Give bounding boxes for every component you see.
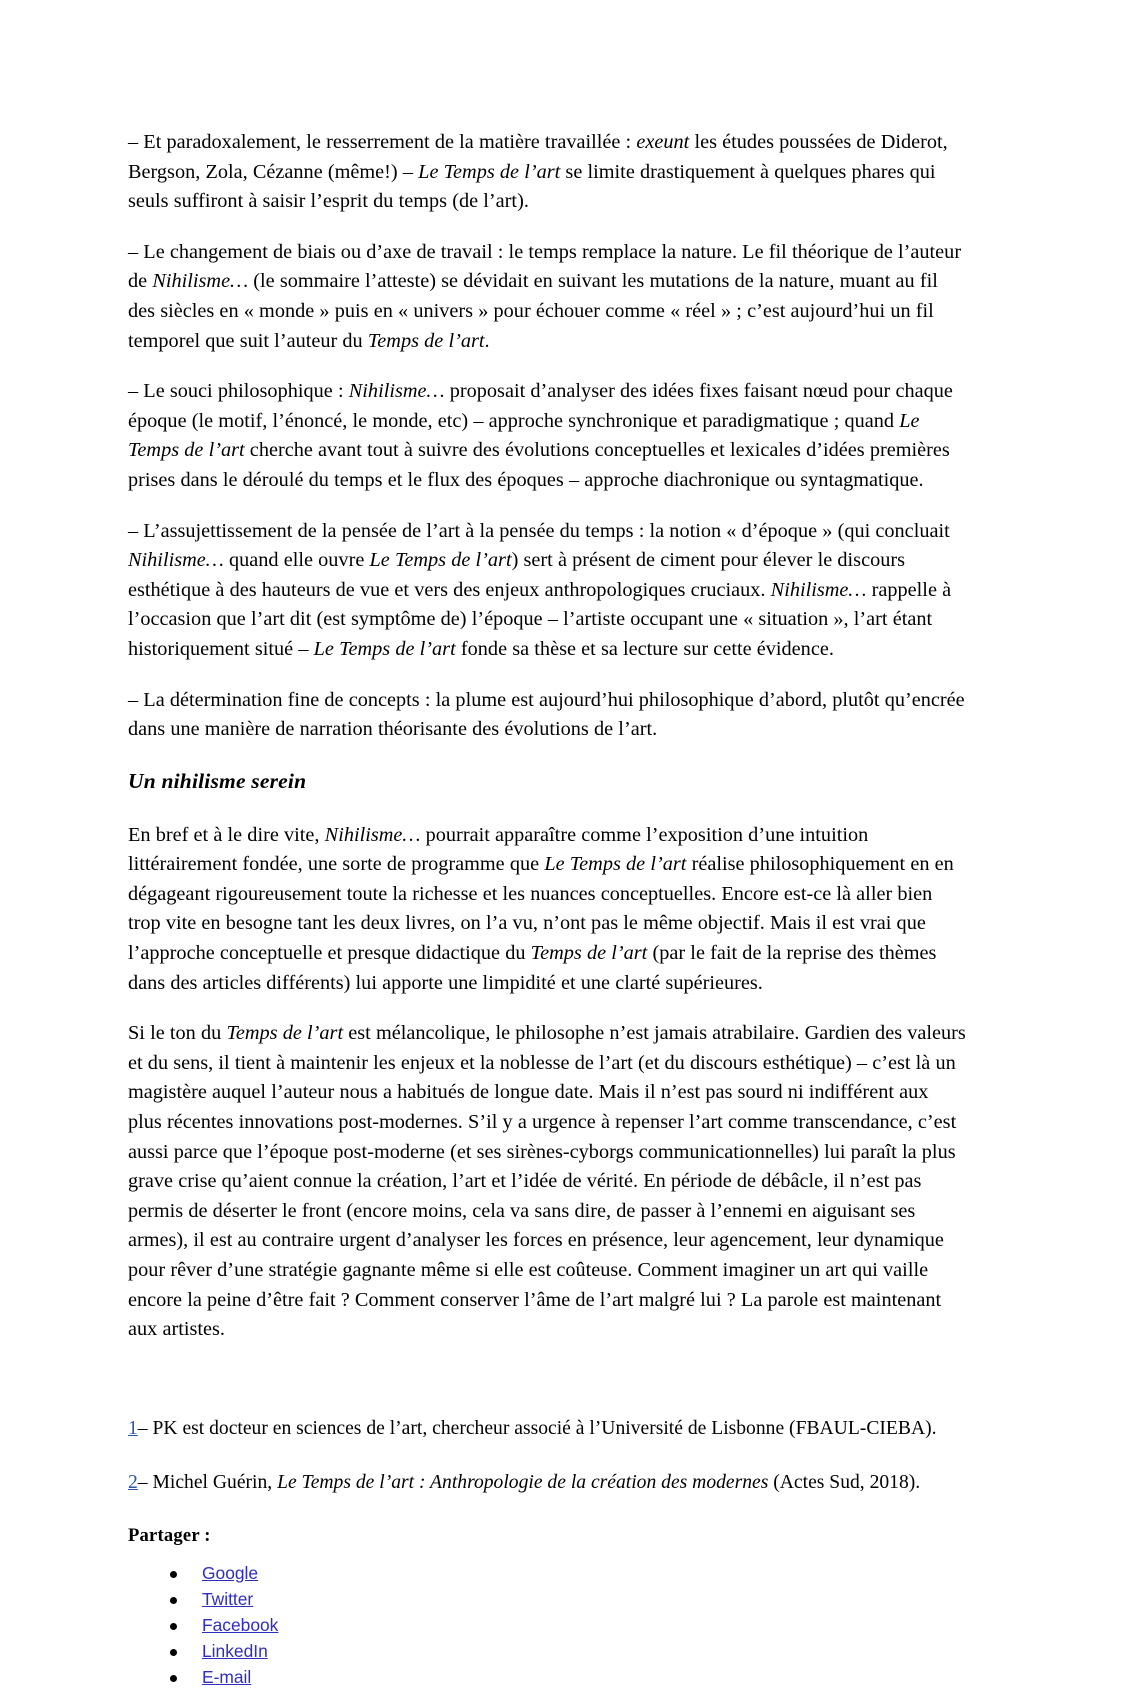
section-heading-nihilisme-serein: Un nihilisme serein bbox=[128, 768, 307, 793]
document-body bbox=[128, 128, 966, 1692]
notes-spacer bbox=[128, 1366, 966, 1415]
text-run: (le sommaire l’atteste) se dévidait en suivant les mutations de la nature, muant au fil des siècles en « monde » puis en « univers » pour échouer comme « réel » ; c’est aujourd’hui un fil temporel que suit l’auteur du bbox=[128, 270, 938, 352]
text-run-italic: Le Temps de l’art bbox=[128, 409, 920, 462]
text-run-italic: Nihilisme… bbox=[770, 578, 867, 601]
text-run: (par le fait de la reprise des thèmes dans des articles différents) lui apporte une limpidité et une clarté supérieures. bbox=[128, 942, 937, 994]
paragraph-en-bref bbox=[128, 821, 966, 999]
share-link-email[interactable]: E-mail bbox=[202, 1666, 252, 1687]
text-run-italic: Nihilisme… bbox=[348, 380, 445, 403]
text-run: fonde sa thèse et sa lecture sur cette évidence. bbox=[455, 637, 834, 660]
text-run: proposait d’analyser des idées fixes faisant nœud pour chaque époque (le motif, l’énoncé, le monde, etc) – approche synchronique et paradigmatique ; quand bbox=[128, 380, 953, 432]
list-item bbox=[170, 1666, 966, 1688]
text-run: – Le souci philosophique : bbox=[128, 380, 349, 403]
paragraph-group-bullets bbox=[128, 128, 966, 745]
text-run-italic: exeunt bbox=[636, 131, 690, 153]
text-run: quand elle ouvre bbox=[223, 549, 370, 572]
footnote-2 bbox=[128, 1469, 966, 1497]
footnote-1 bbox=[128, 1415, 966, 1443]
text-run: se limite drastiquement à quelques phares qui seuls suffiront à saisir l’esprit du temps (de l’art). bbox=[128, 160, 936, 213]
text-run: rappelle à l’occasion que l’art dit (est symptôme de) l’époque – l’artiste occupant une « situation », l’art étant historiquement situé – bbox=[128, 578, 952, 660]
footnote-2-text bbox=[138, 1472, 920, 1493]
text-run-italic: Nihilisme… bbox=[128, 549, 224, 572]
text-run: . bbox=[484, 329, 490, 352]
text-run: Si le ton du bbox=[128, 1022, 227, 1045]
paragraph-determination-fine bbox=[128, 686, 966, 745]
text-run-italic: Temps de l’art bbox=[226, 1022, 344, 1045]
paragraph-si-le-ton bbox=[128, 1019, 966, 1345]
text-run: est mélancolique, le philosophe n’est jamais atrabilaire. Gardien des valeurs et du sens, il tient à maintenir les enjeux et la noblesse de l’art (et du discours esthétique) – c’est là un magistère auquel l’auteur nous a habitués de longue date. Mais il n’est pas sourd ni indifférent aux plus récentes innovations post-modernes. S’il y a urgence à repenser l’art comme transcendance, c’est aussi parce que l’époque post-moderne (et ses sirènes-cyborgs communicationnelles) lui paraît la plus grave crise qu’aient connue la création, l’art et l’idée de vérité. En période de débâcle, il n’est pas permis de déserter le front (encore moins, cela va sans dire, de passer à l’ennemi en aiguisant ses armes), il est au contraire urgent d’analyser les forces en présence, leur agencement, leur dynamique pour rêver d’une stratégie gagnante même si elle est coûteuse. Comment imaginer un art qui vaille encore la peine d’être fait ? Comment conserver l’âme de l’art malgré lui ? La parole est maintenant aux artistes. bbox=[128, 1022, 966, 1341]
text-run: – L’assujettissement de la pensée de l’art à la pensée du temps : la notion « d’époque » (qui concluait bbox=[128, 519, 950, 542]
text-run-italic: Temps de l’art bbox=[530, 942, 648, 965]
list-item bbox=[170, 1562, 966, 1584]
share-links-list bbox=[128, 1562, 966, 1688]
text-run: les études poussées de Diderot, Bergson, Zola, Cézanne (même!) – bbox=[128, 131, 948, 183]
text-run: réalise philosophiquement en en dégageant rigoureusement toute la richesse et les nuances conceptuelles. Encore est-ce là aller bien trop vite en besogne tant les deux livres, on l’a vu, n’ont pas le même objectif. Mais il est vrai que l’approche conceptuelle et presque didactique du bbox=[128, 853, 954, 965]
paragraph-resserrement bbox=[128, 128, 966, 217]
text-run-italic: Nihilisme… bbox=[324, 823, 421, 846]
footnote-1-text bbox=[138, 1418, 937, 1439]
text-run: cherche avant tout à suivre des évolutions conceptuelles et lexicales d’idées premières prises dans le déroulé du temps et le flux des époques – approche diachronique ou syntagmatique. bbox=[128, 439, 950, 491]
text-run-italic: Le Temps de l’art bbox=[313, 637, 456, 660]
text-run: – Le changement de biais ou d’axe de travail : le temps remplace la nature. Le fil théorique de l’auteur de bbox=[128, 240, 962, 293]
list-item bbox=[170, 1588, 966, 1610]
text-run-italic: Nihilisme… bbox=[152, 270, 249, 293]
text-run-italic: Le Temps de l’art bbox=[369, 549, 512, 572]
paragraph-changement-de-biais bbox=[128, 238, 966, 356]
share-link-twitter[interactable]: Twitter bbox=[202, 1588, 254, 1609]
text-run: – Et paradoxalement, le resserrement de la matière travaillée : bbox=[128, 131, 637, 153]
text-run: – PK est docteur en sciences de l’art, chercheur associé à l’Université de Lisbonne (FBAUL-CIEBA). bbox=[137, 1417, 937, 1439]
paragraph-souci-philosophique bbox=[128, 377, 966, 495]
share-section-title: Partager : bbox=[128, 1524, 211, 1546]
text-run: ) sert à présent de ciment pour élever le discours esthétique à des hauteurs de vue et vers des enjeux anthropologiques cruciaux. bbox=[128, 549, 906, 601]
list-item bbox=[170, 1640, 966, 1662]
text-run: (Actes Sud, 2018). bbox=[768, 1471, 921, 1493]
text-run-italic: Temps de l’art bbox=[367, 329, 485, 352]
text-run-italic: Le Temps de l’art : Anthropologie de la création des modernes bbox=[277, 1471, 769, 1493]
share-link-google[interactable]: Google bbox=[202, 1562, 259, 1583]
footnote-1-number-link[interactable]: 1 bbox=[128, 1417, 138, 1439]
text-run: En bref et à le dire vite, bbox=[128, 823, 325, 846]
paragraph-assujettissement bbox=[128, 517, 966, 665]
share-link-linkedin[interactable]: LinkedIn bbox=[202, 1640, 268, 1661]
text-run: – La détermination fine de concepts : la plume est aujourd’hui philosophique d’abord, plutôt qu’encrée dans une manière de narration théorisante des évolutions de l’art. bbox=[128, 688, 965, 741]
text-run: – Michel Guérin, bbox=[137, 1471, 278, 1493]
footnote-2-number-link[interactable]: 2 bbox=[128, 1471, 138, 1493]
share-link-facebook[interactable]: Facebook bbox=[202, 1614, 279, 1635]
footnotes bbox=[128, 1415, 966, 1497]
paragraph-group-section bbox=[128, 821, 966, 1345]
text-run-italic: Le Temps de l’art bbox=[544, 853, 687, 876]
list-item bbox=[170, 1614, 966, 1636]
text-run: pourrait apparaître comme l’exposition d’une intuition littérairement fondée, une sorte de programme que bbox=[128, 823, 869, 876]
text-run-italic: Le Temps de l’art bbox=[418, 160, 561, 183]
